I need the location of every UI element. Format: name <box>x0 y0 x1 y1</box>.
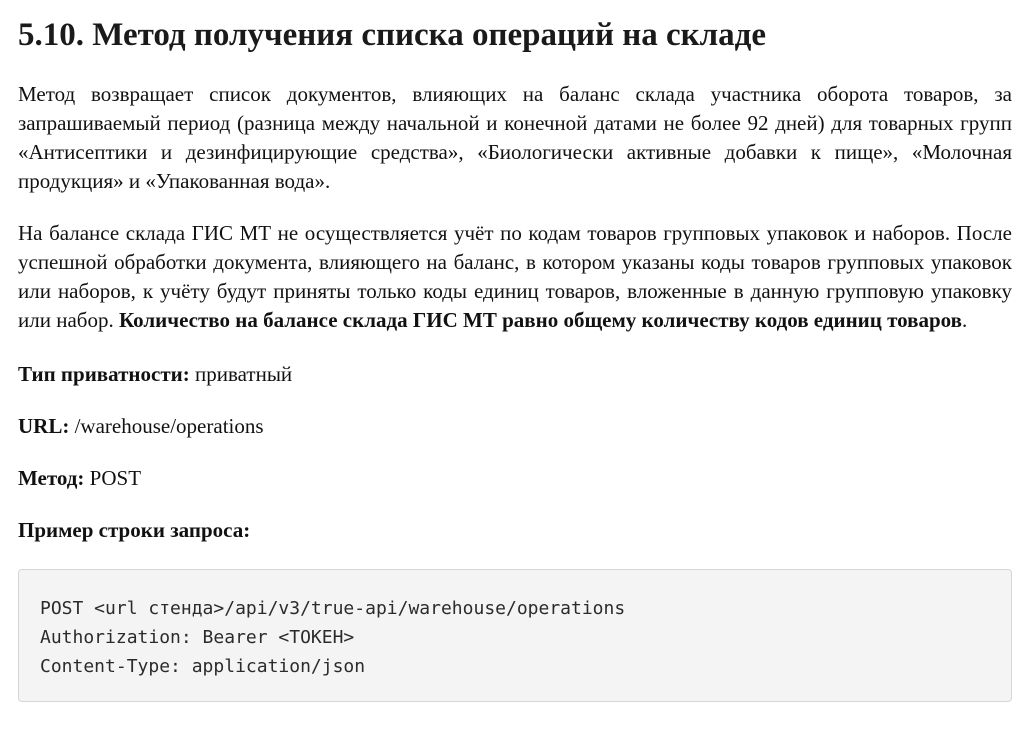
page-title: 5.10. Метод получения списка операций на складе <box>18 17 767 53</box>
method-label: Метод: <box>18 466 85 490</box>
document-page <box>18 14 1012 702</box>
privacy-row <box>18 360 1012 389</box>
privacy-value: приватный <box>195 362 293 386</box>
balance-note-text: На балансе склада ГИС МТ не осуществляется учёт по кодам товаров групповых упаковок и наборов. После успешной обработки документа, влияющего на баланс, в котором указаны коды товаров групповых упаковок или наборов, к учёту будут приняты только коды единиц товаров, вложенные в данную групповую упаковку или набор. <box>18 221 1012 332</box>
privacy-label: Тип приватности: <box>18 362 190 386</box>
method-value: POST <box>89 466 142 490</box>
url-label: URL: <box>18 414 70 438</box>
url-value: /warehouse/operations <box>74 414 264 438</box>
balance-note-end: . <box>961 308 968 332</box>
balance-note-bold: Количество на балансе склада ГИС МТ равно общему количеству кодов единиц товаров <box>118 308 962 332</box>
method-row <box>18 464 1012 493</box>
code-line-authorization: Authorization: Bearer <ТОКЕН> <box>40 627 355 648</box>
code-block <box>18 569 1012 702</box>
code-line-content-type: Content-Type: application/json <box>40 656 366 677</box>
code-line-request: POST <url стенда>/api/v3/true-api/warehouse/operations <box>40 598 626 619</box>
balance-note-paragraph <box>18 219 1012 335</box>
description-paragraph: Метод возвращает список документов, влияющих на баланс склада участника оборота товаров, за запрашиваемый период (разница между начальной и конечной датами не более 92 дней) для товарных групп «Антисептики и дезинфицирующие средства», «Биологически активные добавки к пище», «Молочная продукция» и «Упакованная вода». <box>18 82 1012 193</box>
request-example-row <box>18 516 1012 545</box>
request-example-label: Пример строки запроса: <box>18 518 251 542</box>
url-row <box>18 412 1012 441</box>
